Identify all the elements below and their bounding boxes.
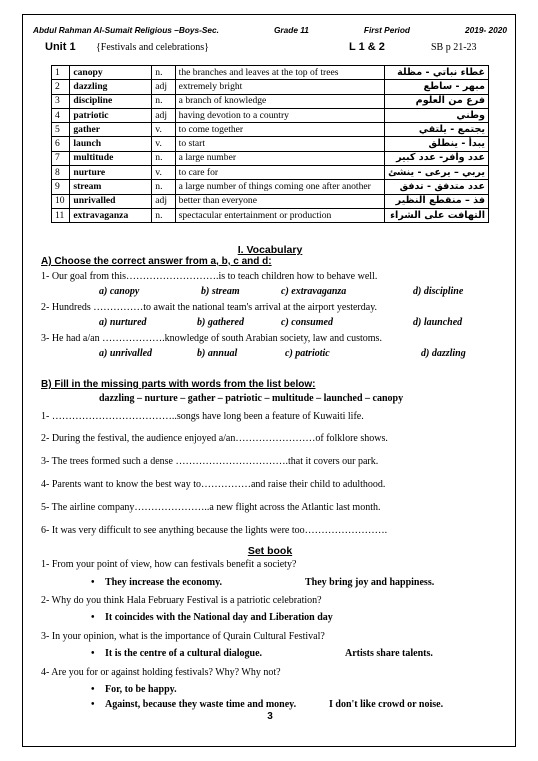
vocab-row xyxy=(52,208,489,222)
vocab-arabic-meaning: التهافت على الشراء xyxy=(385,208,489,222)
vocab-word: gather xyxy=(70,123,152,137)
vocab-word: stream xyxy=(70,180,152,194)
period-label: First Period xyxy=(363,25,410,35)
vocab-part-of-speech: adj xyxy=(152,108,175,122)
vocab-definition: to start xyxy=(175,137,384,151)
vocab-arabic-meaning: فذ – منقطع النظير xyxy=(385,194,489,208)
vocab-definition: the branches and leaves at the top of trees xyxy=(175,66,384,80)
set-book-heading: Set book xyxy=(247,545,293,557)
vocab-word: discipline xyxy=(70,94,152,108)
vocab-word: dazzling xyxy=(70,80,152,94)
school-name: Abdul Rahman Al-Sumait Religious –Boys-Sec. xyxy=(33,25,219,35)
setbook-question-3: 3- In your opinion, what is the importance of Qurain Cultural Festival? xyxy=(41,631,325,642)
vocab-part-of-speech: adj xyxy=(152,194,175,208)
lesson-label: L 1 & 2 xyxy=(349,41,385,53)
vocab-number: 10 xyxy=(52,194,70,208)
word-list: dazzling – nurture – gather – patriotic – multitude – launched – canopy xyxy=(99,393,404,404)
bullet-icon: • xyxy=(91,577,95,588)
vocab-number: 9 xyxy=(52,180,70,194)
vocab-row xyxy=(52,166,489,180)
vocab-definition: extremely bright xyxy=(175,80,384,94)
vocab-part-of-speech: v. xyxy=(152,123,175,137)
vocab-definition: better than everyone xyxy=(175,194,384,208)
sb-pages: SB p 21-23 xyxy=(431,42,477,53)
vocab-number: 6 xyxy=(52,137,70,151)
vocab-row xyxy=(52,80,489,94)
option-a: a) unrivalled xyxy=(99,348,153,359)
vocab-row xyxy=(52,123,489,137)
unit-line xyxy=(33,41,507,55)
vocab-part-of-speech: v. xyxy=(152,137,175,151)
option-c: c) extravaganza xyxy=(281,286,347,297)
option-c: c) patriotic xyxy=(285,348,330,359)
fill-line-5: 5- The airline company…………………..a new flight across the Atlantic last month. xyxy=(41,502,381,513)
question-2: 2- Hundreds ……………to await the national team's arrival at the airport yesterday. xyxy=(41,302,378,313)
vocab-number: 8 xyxy=(52,166,70,180)
vocab-definition: to come together xyxy=(175,123,384,137)
bullet-icon: • xyxy=(91,684,95,695)
option-a: a) nurtured xyxy=(99,317,147,328)
vocab-arabic-meaning: غطاء نباتي - مظلة xyxy=(385,66,489,80)
vocab-definition: a branch of knowledge xyxy=(175,94,384,108)
vocab-number: 3 xyxy=(52,94,70,108)
vocab-row xyxy=(52,94,489,108)
fill-line-6: 6- It was very difficult to see anything because the lights were too……………………. xyxy=(41,525,388,536)
vocab-word: canopy xyxy=(70,66,152,80)
vocab-word: unrivalled xyxy=(70,194,152,208)
page-number: 3 xyxy=(267,711,273,722)
vocab-word: patriotic xyxy=(70,108,152,122)
vocab-row xyxy=(52,151,489,165)
grade-label: Grade 11 xyxy=(273,25,309,35)
unit-topic: {Festivals and celebrations} xyxy=(96,42,209,53)
vocab-definition: spectacular entertainment or production xyxy=(175,208,384,222)
option-d: d) dazzling xyxy=(421,348,466,359)
setbook-question-4: 4- Are you for or against holding festivals? Why? Why not? xyxy=(41,667,281,678)
vocab-part-of-speech: n. xyxy=(152,208,175,222)
vocab-part-of-speech: adj xyxy=(152,80,175,94)
vocab-word: multitude xyxy=(70,151,152,165)
fill-line-4: 4- Parents want to know the best way to……………and raise their child to adulthood. xyxy=(41,479,386,490)
bullet-icon: • xyxy=(91,648,95,659)
option-d: d) launched xyxy=(413,317,463,328)
vocab-arabic-meaning: يبدأ - ينطلق xyxy=(385,137,489,151)
vocabulary-heading: I. Vocabulary xyxy=(237,244,303,256)
vocab-part-of-speech: n. xyxy=(152,94,175,108)
fill-line-3: 3- The trees formed such a dense …………………………….that it covers our park. xyxy=(41,456,379,467)
vocab-row xyxy=(52,66,489,80)
bullet-icon: • xyxy=(91,699,95,710)
vocab-definition: a large number of things coming one after another xyxy=(175,180,384,194)
fill-line-2: 2- During the festival, the audience enjoyed a/an……………………of folklore shows. xyxy=(41,433,388,444)
option-b: b) stream xyxy=(201,286,240,297)
part-a-title: A) Choose the correct answer from a, b, c and d: xyxy=(41,256,272,267)
vocab-word: extravaganza xyxy=(70,208,152,222)
option-a: a) canopy xyxy=(99,286,140,297)
vocab-definition: having devotion to a country xyxy=(175,108,384,122)
vocab-arabic-meaning: يربي – يرعى - ينشئ xyxy=(385,166,489,180)
setbook-question-1: 1- From your point of view, how can festivals benefit a society? xyxy=(41,559,297,570)
vocab-arabic-meaning: يجتمع - يلتقي xyxy=(385,123,489,137)
vocab-row xyxy=(52,108,489,122)
vocab-word: launch xyxy=(70,137,152,151)
option-b: b) gathered xyxy=(197,317,244,328)
vocab-definition: a large number xyxy=(175,151,384,165)
vocab-part-of-speech: n. xyxy=(152,66,175,80)
vocab-arabic-meaning: وطني xyxy=(385,108,489,122)
vocab-arabic-meaning: مبهر - ساطع xyxy=(385,80,489,94)
vocab-row xyxy=(52,180,489,194)
school-header xyxy=(33,25,507,35)
vocab-arabic-meaning: عدد متدفق - تدفق xyxy=(385,180,489,194)
vocab-number: 7 xyxy=(52,151,70,165)
vocab-number: 1 xyxy=(52,66,70,80)
unit-label: Unit 1 xyxy=(45,41,76,53)
worksheet-page: Abdul Rahman Al-Sumait Religious –Boys-Sec. Grade 11 First Period 2019- 2020 Unit 1 {Festivals and celebrations} L 1 & 2 SB p 21-23 1 canopy n. the branches and leaves at the top of trees غطاء نباتي - مظلة 2 dazzling adj extremely bright مبهر - ساطع 3 discipline n. a branch of knowledge فرع من العلوم 4 patriotic adj having devotion to a country وطني 5 gather v. to come together يجتمع - يلتقي 6 launch v. to start يبدأ - ينطلق 7 multitude n. a large number عدد وافر- عدد كبير 8 nurture v. to care for يربي – يرعى - ينشئ 9 stream n. a large number of things coming one after another عدد متدفق - تدفق 10 unrivalled adj better than everyone فذ – منقطع النظير 11 extravaganza n. spectacular entertainment or production التهافت على الشراء I. Vocabulary A) Choose the correct answer from a, b, c and d: 1- Our goal from this……………………….is to teach children how to behave well. a) canopy b) stream c) extravaganza d) discipline 2- Hundreds ……………to await the national team's arrival at the airport yesterday. a) nurtured b) gathered c) consumed d) launched 3- He had a/an ……………….knowledge of south Arabian society, law and customs. a) unrivalled b) annual c) patriotic d) dazzling B) Fill in the missing parts with words from the list below: dazzling – nurture – gather – patriotic – multitude – launched – canopy 1- ………………………………..songs have long been a feature of Kuwaiti life. 2- During the festival, the audience enjoyed a/an……………………of folklore shows. 3- The trees formed such a dense …………………………….that it covers our park. 4- Parents want to know the best way to……………and raise their child to adulthood. 5- The airline company…………………..a new flight across the Atlantic last month. 6- It was very difficult to see anything because the lights were too……………………. Set book 1- From your point of view, how can festivals benefit a society? • They increase the economy. They bring joy and happiness. 2- Why do you think Hala February Festival is a patriotic celebration? • It coincides with the National day and Liberation day 3- In your opinion, what is the importance of Qurain Cultural Festival? • It is the centre of a cultural dialogue. Artists share talents. 4- Are you for or against holding festivals? Why? Why not? • For, to be happy. • Against, because they waste time and money. I don't like crowd or noise. 3 xyxy=(22,14,516,747)
vocab-arabic-meaning: عدد وافر- عدد كبير xyxy=(385,151,489,165)
vocab-arabic-meaning: فرع من العلوم xyxy=(385,94,489,108)
fill-line-1: 1- ………………………………..songs have long been a feature of Kuwaiti life. xyxy=(41,411,364,422)
vocab-row xyxy=(52,194,489,208)
vocab-number: 2 xyxy=(52,80,70,94)
vocabulary-table xyxy=(51,65,489,223)
vocab-word: nurture xyxy=(70,166,152,180)
vocab-part-of-speech: n. xyxy=(152,151,175,165)
vocab-definition: to care for xyxy=(175,166,384,180)
option-c: c) consumed xyxy=(281,317,333,328)
vocab-part-of-speech: v. xyxy=(152,166,175,180)
question-3: 3- He had a/an ……………….knowledge of south Arabian society, law and customs. xyxy=(41,333,382,344)
school-year: 2019- 2020 xyxy=(465,25,507,35)
vocab-number: 5 xyxy=(52,123,70,137)
setbook-question-2: 2- Why do you think Hala February Festival is a patriotic celebration? xyxy=(41,595,322,606)
vocab-number: 11 xyxy=(52,208,70,222)
question-1: 1- Our goal from this……………………….is to teach children how to behave well. xyxy=(41,271,378,282)
vocab-number: 4 xyxy=(52,108,70,122)
option-d: d) discipline xyxy=(413,286,464,297)
vocab-row xyxy=(52,137,489,151)
part-b-title: B) Fill in the missing parts with words from the list below: xyxy=(41,379,316,390)
bullet-icon: • xyxy=(91,612,95,623)
option-b: b) annual xyxy=(197,348,238,359)
vocab-part-of-speech: n. xyxy=(152,180,175,194)
